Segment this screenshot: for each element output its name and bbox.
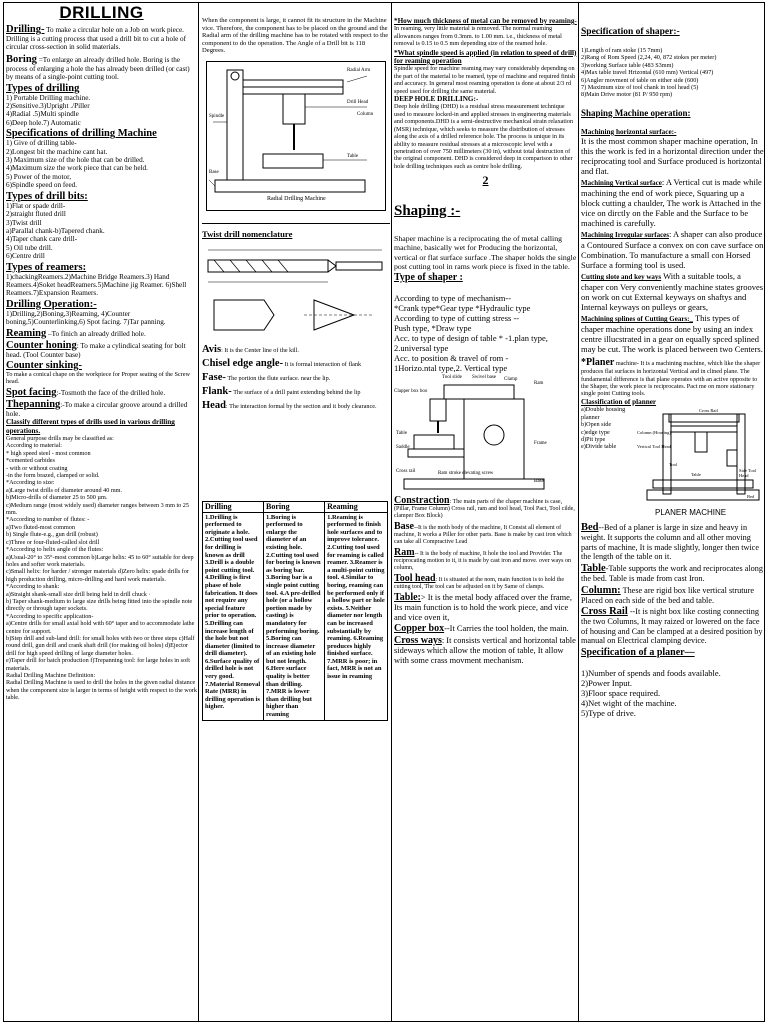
- table-header: Boring: [264, 502, 325, 513]
- column-2: [202, 17, 390, 495]
- text-boring: =To enlarge an already drilled hole. Boring is the process of enlarging a hole the has already been drilled (or cast) by means of a single-point cutting tool.: [6, 55, 190, 82]
- list-item: a)Usual-20° to 35°-most common b)Large helix: 45 to 60° suitable for deep holes and softer work materials.: [6, 553, 194, 568]
- list-item: 1)Length of ram stoke (15 7mm): [581, 47, 663, 54]
- table-cell: 1.Boring is performed to enlarge the diameter of an existing hole. 2.Cutting tool used for boring is known as boring bar. 3.Boring bar is a single point cutting tool. 4.A pre-drilled hole (or a hollow portion made by casting) is mandatory for performing boring. 5.Boring can increase diameter of an existing hole but not length. 6.Here surface quality is better than drilling. 7.MRR is lower than drilling but higher than reaming: [264, 512, 325, 720]
- list-item: Radial Drilling Machine Definition:: [6, 672, 96, 679]
- fig2-label: Ram stroke elevating screw: [438, 470, 494, 476]
- heading-table: Table:: [394, 591, 421, 603]
- heading-planer: *Planer: [581, 357, 615, 369]
- spec-shaper-list: [581, 47, 764, 99]
- list-item: *cemented carbides: [6, 457, 55, 465]
- list-item: -in the form brazed, clamped or solid.: [6, 472, 100, 480]
- list-item: *According to specific application-: [6, 612, 94, 620]
- specifications-list: [6, 139, 197, 189]
- fig2-label: Clapper box boo: [394, 388, 428, 394]
- heading-face: Fase-: [202, 372, 226, 384]
- list-item: 1Horizo.ntal type,2. Vertical type: [394, 362, 508, 373]
- list-item: 2)straight fluted drill: [6, 210, 66, 219]
- list-item: 5) Oil tube drill.: [6, 243, 53, 252]
- fig1-caption: Radial Drilling Machine: [267, 195, 326, 202]
- classify-list: [6, 435, 197, 702]
- fig1-label: Base: [209, 169, 219, 175]
- type-of-shaper-list: [394, 293, 577, 373]
- table-cell: 1.Reaming is performed to finish hole surfaces and to improve tolerance. 2.Cutting tool used for reaming is called reamer. 3.Reamer is a multi-point cutting tool. 4.Similar to boring, reaming can be performed only if a hollow part or hole exists. 5.Neither diameter nor length can be increased substantially by reaming. 6.Reaming produces highly finished surface. 7.MRR is poor; in fact, MRR is not an issue in reaming: [325, 512, 388, 720]
- text-ram: -- It is the body of machine, It hole the tool and Provider. The reciprocating motion to it, it is made by cast iron and move. over ways on column,: [394, 550, 571, 571]
- list-item: 5) Power of the motor,: [6, 172, 71, 181]
- list-item: 1)Flat or spade drill-: [6, 201, 66, 210]
- section-number: 2: [482, 173, 489, 188]
- list-item: 2)Rang of Rom Speed (2,24, 40, 872 stokes per meter): [581, 54, 717, 62]
- fig3-label: Bed: [747, 494, 755, 500]
- heading-column: Column:: [581, 584, 621, 596]
- list-item: 3)working Surface table (483 S3mm): [581, 61, 674, 69]
- column-divider: [198, 3, 199, 1021]
- heading-classification-planner: Classification of planner: [581, 397, 657, 406]
- heading-shaping-operation: Shaping Machine operation:: [581, 107, 691, 118]
- heading-specifications: Specifications of drilling Machine: [6, 128, 157, 140]
- text-shaping: Shaper machine is a reciprocating the of metal calling machine, basically wet for Producing the horizontal, vertical or flat surface surface .The shaper holds the single post cutting tool in rams work piece is fixed in the table.: [394, 234, 577, 271]
- fig3-label: Vertical Tool Head: [637, 444, 671, 450]
- list-item: *According to number of flutes: -: [6, 516, 90, 524]
- heading-ram: Ram: [394, 546, 415, 558]
- heading-shaping: Shaping :-: [394, 203, 461, 220]
- text-drilling: To make a circular hole on a Job on work piece. Drilling is a cutting process that used a drill bit to cut a hole of circular cross-section in solid materials.: [6, 26, 187, 52]
- text-thepanning: :-To make a circular groove around a drilled hole.: [6, 400, 188, 418]
- drill-bits-list: [6, 202, 197, 261]
- list-item: *According to size:: [6, 479, 55, 487]
- heading-head: Head: [202, 400, 226, 412]
- list-item: 4)Maximum size the work piece that can be held.: [6, 164, 148, 173]
- list-item: *According to helix angle of the flutes:: [6, 546, 104, 554]
- twist-drill-figure: [204, 240, 388, 340]
- text-copper-box: --It Carries the tool holden, the main.: [444, 624, 569, 634]
- list-item: 4)Net wight of the machine.: [581, 698, 677, 709]
- heading-cross-ways: Cross ways: [394, 635, 442, 647]
- table-header: Drilling: [203, 502, 264, 513]
- list-item: 2)Power Input.: [581, 678, 632, 689]
- list-item: According to material:: [6, 442, 63, 450]
- fig3-label: Table: [691, 472, 701, 478]
- twist-drill-drawing: [204, 240, 388, 340]
- text-mvs: : A Vertical cut is made while machining the end of work piece, Squaring up a block cutting a chaulder, The work is Attached in the vice on dirctly on the Fable and the Surface to be machined is carefully.: [581, 177, 762, 229]
- text-column: These are rigid box like vertical struture Placed on each side of the bed and table.: [581, 585, 754, 605]
- heading-spec-shaper: Specification of shaper:-: [581, 26, 680, 37]
- list-item: c)edge type: [581, 428, 610, 436]
- text-counter-honing: : To make a cylindical seating for bolt head. (Tool Counter base): [6, 341, 186, 359]
- heading-reaming: Reaming: [6, 327, 47, 339]
- planner-types-list: [581, 406, 641, 450]
- radial-drill-drawing: [207, 62, 385, 210]
- fig2-label: Cross rail: [396, 468, 416, 474]
- text-reamers: 1)chackingReamers.2)Machine Bridge Reamers.3) Hand Reamers.4)Soket headReamers.5)Machine jig Reamer. 6)Shell Reamers.7)Expansion Reamers.: [6, 272, 187, 298]
- list-item: 1)Number of spends and foods available.: [581, 668, 721, 679]
- column-divider: [391, 3, 392, 1021]
- fig2-label: Clamp: [504, 376, 518, 382]
- spec-planer-list: [581, 668, 764, 718]
- column-3: [394, 17, 577, 1021]
- heading-drill-bits: Types of drill bits:: [6, 190, 88, 202]
- list-item: a)Centre drills for small axial hold with 60° taper and to accommodate lathe centre for support.: [6, 620, 195, 635]
- fig1-label: Table: [347, 153, 359, 159]
- list-item: Push type, *Draw type: [394, 322, 472, 333]
- list-item: e)Divide table: [581, 443, 617, 451]
- list-item: b) Taper shank-medium to large size drills being fitted into the spindle note directly or through taper sockets.: [6, 597, 193, 613]
- fig3-caption: PLANER MACHINE: [655, 508, 727, 518]
- comparison-table: [202, 501, 388, 721]
- fig3-label: Column (Housing): [637, 430, 671, 436]
- heading-drilling-operation: Drilling Operation:-: [6, 298, 97, 310]
- text-drilling-operation: 1)Drilling,2)Boning,3)Reaming, 4)Counter boning,5)Counterlinking,6) Spot facing. 7)Tar panning.: [6, 309, 166, 327]
- heading-counter-honing: Counter honing: [6, 339, 77, 351]
- list-item: Radial Drilling Machine is used to drill the holes in the given radial distance when the component size is larger in terms of height with respect to the work table.: [6, 679, 197, 702]
- comparison-table-wrap: [202, 501, 388, 721]
- list-item: d)Pit type: [581, 435, 606, 443]
- list-item: 4)Taper chank care drill-: [6, 235, 78, 244]
- column-1: [6, 24, 197, 1021]
- list-item: 2)Longest bit the machine cant hat.: [6, 147, 108, 156]
- heading-counter-sinking: Counter sinking-: [6, 359, 82, 371]
- text-q1: In reaming, very little material is removed. The normal reaming allowances ranges from 0.3mm. to 1.00 mm. i.e., thickness of metal removal is 0.15 to 0.5 mm depending size of the reamed hole.: [394, 25, 562, 48]
- heading-type-of-shaper: Type of shaper :: [394, 271, 463, 283]
- radial-drilling-figure: [206, 61, 386, 211]
- fig1-label: Column: [357, 111, 374, 117]
- text-msg: This types of chaper machine operations done by using an index centre illucstrated in a gear on equally spced splined may be cut. The work is placed between two Centers.: [581, 313, 763, 355]
- heading-constraction: Constraction: [394, 494, 450, 506]
- text-avis: : It is the Center line of the kill.: [221, 347, 299, 355]
- fig3-label: Tool: [669, 462, 678, 468]
- list-item: Acc. to type of design of table * -1.plan type, 2.universal type: [394, 332, 548, 353]
- heading-mis: Machining Irregular surfaces: [581, 231, 670, 240]
- list-item: a)Two fluted-most common: [6, 523, 75, 531]
- list-item: *According to shank:: [6, 583, 60, 591]
- heading-types-of-drilling: Types of drilling: [6, 82, 80, 94]
- fig3-label: Side Tool Head: [739, 468, 757, 479]
- heading-mvs: Machining Vertical surface: [581, 179, 662, 188]
- list-item: 6)Angler movment of table on either side (600): [581, 76, 699, 84]
- list-item: a)Straight shank-small size drill being held in drill chuck ·: [6, 590, 151, 598]
- heading-q2: *What spindle speed is applied (in relation to speed of drill) for reaming operation: [394, 48, 577, 66]
- column-4: [581, 17, 764, 1021]
- fig3-label: Cross Rail: [699, 408, 718, 414]
- list-item: b)Step drill and sub-land drill: for small holes with two or three steps c)Half round drill, gun drill and crank shaft drill (for making oil holes) d)Ejector drill for high speed drilling of large diameter holes.: [6, 634, 195, 657]
- document-page: [3, 2, 765, 1022]
- column-divider: [578, 3, 579, 1021]
- text-radial: When the component is large, it cannot fit its structure in the Machine vice. Therefore, the component has to be placed on the ground and the Radial arm of the drilling machine has to be rotated with respect to the component to do the operation. The Angle of a Drill bit is 118 Degrees.: [202, 17, 389, 55]
- text-head: : The interaction formal by the section and it body clearance.: [225, 403, 377, 411]
- heading-cross-rail: Cross Rail: [581, 606, 628, 618]
- text-face: The portion the flute surface. near the lip.: [225, 375, 331, 383]
- heading-chisel: Chisel edge angle-: [202, 358, 284, 370]
- list-item: 1) Portable Drilling machine.: [6, 93, 91, 102]
- heading-tool-head: Tool head: [394, 572, 436, 584]
- text-spot-facing: :-Tosmoth the face of the drilled hole.: [56, 388, 166, 397]
- types-of-drilling-list: [6, 94, 197, 128]
- heading-avis: Avis: [202, 344, 222, 356]
- fig2-label: Swivel base: [472, 374, 497, 380]
- list-item: c)Three or four-fluted-called slot drill: [6, 538, 100, 546]
- text-csk: With a suitable tools, a chaper con Very conveniently machine states grooves on work on cut External keyways on shaftys and Internal keyways on pulleys or gears,: [581, 271, 764, 313]
- text-bed: --Bed of a planer is large in size and heavy in weight. It supports the column and all other moving parts of machine, It is made slightly, longer then twice the length of the table on it.: [581, 523, 759, 562]
- table-row: [203, 512, 388, 720]
- list-item: 6)Centre drill: [6, 252, 45, 261]
- heading-bed: Bed: [581, 522, 599, 534]
- text-tool-head: : It is situated at the nom, main function is to hold the cutting tool, The tool can be adjusted on it by Same of clamps.: [394, 576, 565, 590]
- text-dhd: Deep hole drilling (DHD) is a residual stress measurement technique used to measure locked-in and applied stresses in engineering materials and components.DHD is a semi-destructive mechanical strain relaxation (MSR) technique, which seeks to measure the distribution of stresses along the axis of a drilled reference hole. The process is unique in its ability to measure residual stresses at a microscopic level with a penetration of over 750 millimeters (30 in), without total destruction of the original component. DHD is considered deep in comparison to other hole drilling techniques such as centre hole drilling.: [394, 103, 574, 170]
- text-mis: : A shaper can also produce a Contoured Surface a convex on con cave surface on Combination. To manufacture a small con Horsed Surface a forming tool is used.: [581, 229, 764, 271]
- list-item: 2)Sensitive.3)Upright ./Piller: [6, 102, 90, 111]
- list-item: b) Single flute-e.g., gun drill (robust): [6, 531, 98, 539]
- table-cell: 1.Drilling is performed to originate a hole. 2.Cutting tool used for drilling is known as drill 3.Drill is a double point cutting tool. 4.Drilling is first phase of hole fabrication. It does not require any special feature prior to operation. 5.Drilling can increase length of the hole but not diameter (limited to drill diameter). 6.Surface quality of drilled hole is not very good. 7.Material Removal Rate (MRR) in drilling operation is higher.: [203, 512, 264, 720]
- text-table: > It is the metal body affaced over the frame, Its main function is to hold the work piece, and vice and vice oven it,: [394, 592, 572, 622]
- heading-spot-facing: Spot facing: [6, 386, 57, 398]
- planer-block: [581, 406, 764, 522]
- heading-q1: *How much thickness of metal can be removed by reaming-: [394, 17, 577, 25]
- fig1-label: Drill Head: [347, 99, 369, 105]
- list-item: 5)Type of drive.: [581, 708, 636, 719]
- text-chisel: It is formal interaction of flank: [283, 361, 362, 369]
- text-planer: machine- It is a machining machine, which like the shaper produces flat surfaces in horizontal Vertical and in clined plane. The fundamental difference is that plane operates with an active opposite to the Shaper, the work piece is reciprocates. Pact me on more stationary single point Cutting tools.: [581, 360, 761, 398]
- table-header: Reaming: [325, 502, 388, 513]
- fig1-label: Spindle: [209, 113, 225, 119]
- list-item: 3)Twist drill: [6, 218, 42, 227]
- planer-figure: [639, 410, 763, 520]
- heading-spec-planer: Specification of a planer—: [581, 647, 695, 659]
- list-item: - with or without coating: [6, 464, 68, 472]
- heading-reamers: Types of reamers:: [6, 261, 87, 273]
- text-flank: The surface of a drill paint extending behind the lip: [231, 389, 361, 397]
- list-item: a)Parallal chank-b)Tapered chank.: [6, 226, 105, 235]
- list-item: General purpose drills may be classified as:: [6, 435, 114, 442]
- list-item: According to type of cutting stress --: [394, 312, 520, 323]
- list-item: 3)Floor space required.: [581, 688, 661, 699]
- fig2-label: Tool slide: [442, 374, 462, 380]
- text-constraction: : The main parts of the chaper machine is case, (Pillar, Frame Column) Cross rail, ram and tool head, Tool Pact, Tool cilde, clamper Box Block): [394, 498, 575, 519]
- list-item: 4)Max table travel Hrizontal (610 mm) Vertical (497): [581, 69, 714, 77]
- fig2-label: Frame: [534, 440, 547, 446]
- heading-dhd: DEEP HOLE DRILLING:-: [394, 95, 479, 104]
- text-counter-sinking: To make a conical chape on the workpiece for Proper seating of the Screw head.: [6, 370, 190, 386]
- fig2-label: Table: [396, 430, 408, 436]
- list-item: a)Large twist drills of diameter around 40 mm.: [6, 486, 123, 494]
- list-item: c)Medium range (most widely used) diameter ranges between 3 mm to 25 mm.: [6, 501, 189, 517]
- heading-drilling: Drilling-: [6, 24, 45, 35]
- fig2-label: Saddle: [396, 444, 410, 450]
- text-cross-ways: : It consists vertical and horizontal table sideways which allow the motion of table, It allow with some crass movment mechanism.: [394, 636, 576, 665]
- list-item: According to type of mechanism--: [394, 292, 512, 303]
- list-item: 6)Spindle speed on feed.: [6, 181, 78, 190]
- heading-copper-box: Copper box: [394, 623, 445, 635]
- list-item: *Crank type*Gear type *Hydraulic type: [394, 302, 531, 313]
- list-item: a)Double housing planner: [581, 406, 626, 421]
- list-item: 7) Maximum size of tool chank in tool head (5): [581, 84, 699, 92]
- heading-base: Base: [394, 520, 414, 532]
- heading-csk: Cutting slote and key ways: [581, 273, 662, 282]
- fig1-label: Radial Arm: [347, 67, 371, 73]
- heading-boring: Boring: [6, 53, 37, 65]
- list-item: e)Taper drill for batch production f)Trepanning tool: for large holes in soft materials.: [6, 657, 190, 672]
- list-item: 3) Maximum size of the hole that can be drilled.: [6, 156, 145, 165]
- list-item: c)Small helix: for harder / stronger materials d)Zero helix: spade drills for high production drilling, micro-drilling and hard work materials.: [6, 568, 189, 583]
- list-item: 6)Deep hole.7) Automatic: [6, 118, 81, 127]
- list-item: Acc. to position & travel of rom -: [394, 352, 509, 363]
- list-item: b)Open side: [581, 421, 612, 429]
- text-reaming: –To finich an already drilled hole.: [46, 329, 146, 338]
- list-item: b)Micro-drills of diameter 25 to 500 µm.: [6, 494, 108, 502]
- list-item: 4)Radial .5)Multi spindle: [6, 110, 79, 119]
- text-cross-rail: --It is night box like costing connecting the two Columns, It may raized or lowered on the face of housing and Can be clamped at a desired position by manual on Electrical clamping device.: [581, 607, 763, 646]
- heading-classify: Classify different types of drills used in various drilling operations.: [6, 418, 175, 435]
- list-item: 1) Give of drilling table-: [6, 139, 77, 148]
- text-q2: Spindle speed for machine reaming may vary considerably depending on the part of the material to be reamed, type of machine and required finish and accuracy. In general most reaming operation is done at about 2/3 rd speed used for drilling the same material.: [394, 65, 576, 95]
- planer-drawing: [639, 410, 763, 506]
- heading-twist-drill: Twist drill nomenclature: [202, 228, 293, 239]
- text-tbl: -Table supports the work and reciprocates along the bed. Table is made from cast Iron.: [581, 564, 763, 584]
- heading-thepanning: Thepanning: [6, 398, 61, 410]
- fig2-label: Ram: [534, 380, 544, 386]
- text-base: --It is the moth body of the machine, It Consist all element of machine, It works a Piller for other parts. Base is make by cast iron which can take all Compractive Lead: [394, 524, 572, 545]
- heading-mhs: Machining horizontal surface:-: [581, 127, 677, 136]
- text-mhs: It is the most common shaper machine operation, In this the work is fed in a horizontal direction under the reciprocating tool and Surface produced is horizontal and flat.: [581, 136, 764, 177]
- list-item: * high speed steel - most common: [6, 449, 91, 457]
- heading-msg: Machining splines of Cutting Gears:_: [581, 315, 694, 324]
- list-item: 8)Main Drive motor (81 P/ 950 rpm): [581, 91, 673, 99]
- heading-flank: Flank-: [202, 386, 232, 398]
- fig2-label: Base: [534, 478, 544, 484]
- shaper-figure: [394, 375, 577, 493]
- heading-tbl: Table: [581, 563, 606, 575]
- doc-title: DRILLING: [59, 3, 144, 22]
